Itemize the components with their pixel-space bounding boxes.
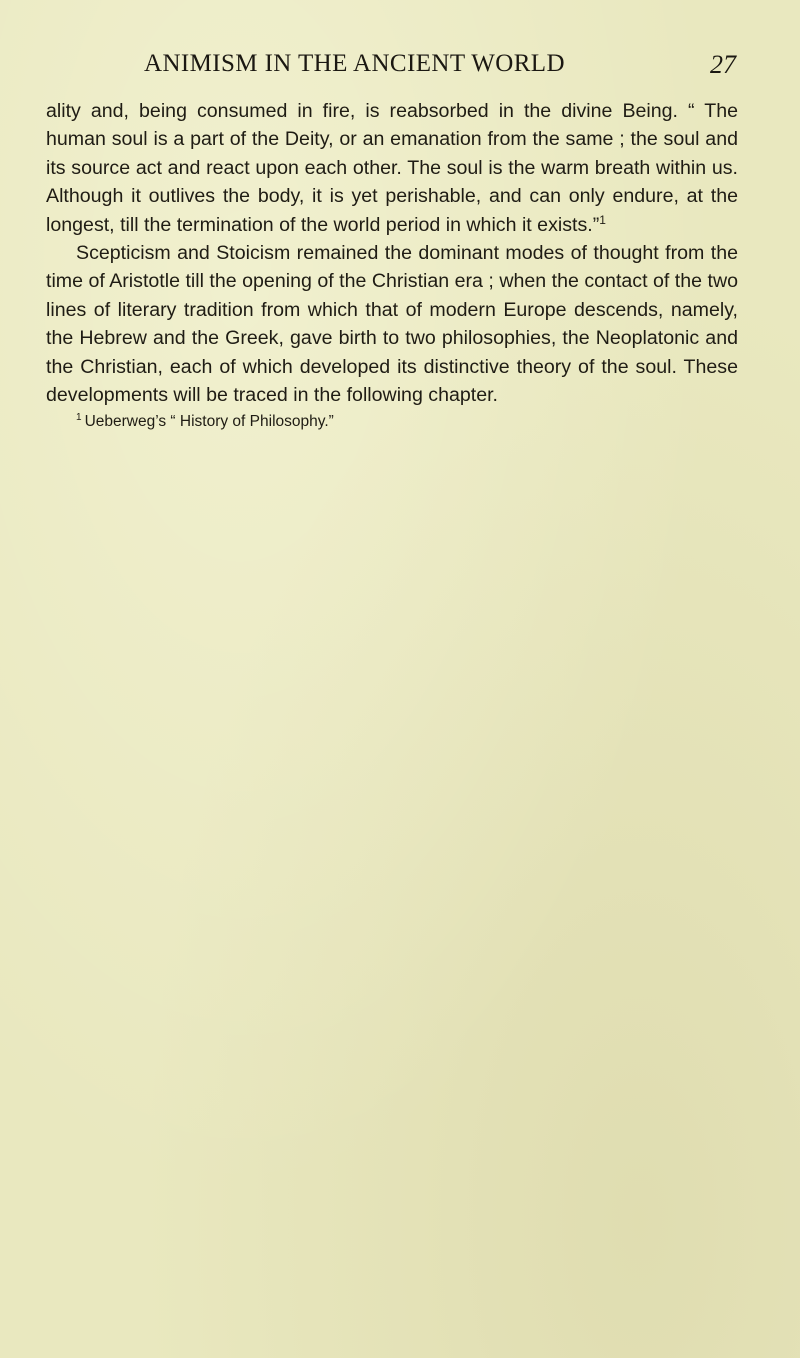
page-number: 27 [710, 50, 736, 79]
footnote-reference: 1 [599, 212, 606, 227]
paragraph-1 [46, 97, 738, 239]
running-head: ANIMISM IN THE ANCIENT WORLD [144, 50, 565, 77]
paragraph-1-text: ality and, being consumed in fire, is reabsorbed in the divine Being. “ The human soul is a part of the Deity, or an emanation from the same ; the soul and its source act and react upon each other. The soul is the warm breath within us. Although it outlives the body, it is yet perishable, and can only endure, at the longest, till the termination of the world period in which it exists.” [46, 100, 738, 236]
body-text [46, 97, 738, 433]
footnote [46, 411, 738, 433]
paragraph-2: Scepticism and Stoicism remained the dominant modes of thought from the time of Aristotle till the opening of the Christian era ; when the contact of the two lines of literary tradition from which that of modern Europe descends, namely, the Hebrew and the Greek, gave birth to two philosophies, the Neoplatonic and the Christian, each of which developed its distinctive theory of the soul. These developments will be traced in the following chapter. [46, 242, 738, 407]
footnote-text: Ueberweg’s “ History of Philosophy.” [84, 413, 334, 431]
footnote-marker: 1 [76, 412, 82, 424]
page-header [46, 50, 738, 90]
